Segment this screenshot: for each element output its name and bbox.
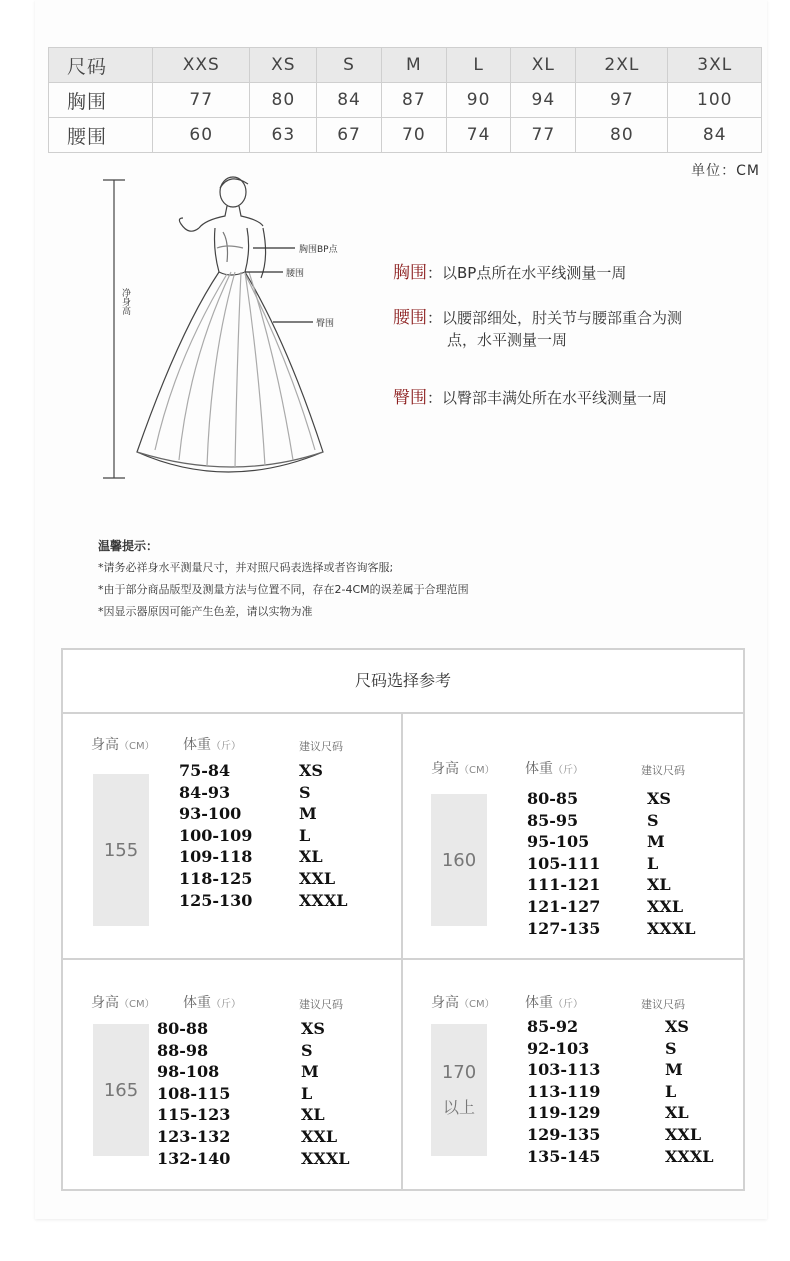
height-box xyxy=(93,774,149,926)
column-header-unit: （斤） xyxy=(211,741,241,752)
reference-group-160 xyxy=(403,712,745,958)
definition-text: ：以BP点所在水平线测量一周 xyxy=(427,264,627,282)
tips-title: 温馨提示： xyxy=(98,539,159,553)
reference-rows xyxy=(179,760,348,911)
size-value: XXL xyxy=(665,1124,702,1144)
table-cell: 67 xyxy=(317,118,382,153)
column-header-size: 建议尺码 xyxy=(641,998,685,1011)
weight-range: 88-98 xyxy=(157,1040,209,1060)
size-value: S xyxy=(301,1040,313,1060)
definition-text-continued: 点，水平测量一周 xyxy=(447,331,568,349)
size-reference-panel xyxy=(61,648,745,1191)
column-header-text: 体重 xyxy=(183,995,211,1011)
weight-range: 80-88 xyxy=(157,1019,209,1038)
table-cell: 60 xyxy=(153,118,250,153)
table-cell: 77 xyxy=(511,118,576,153)
height-value: 170 xyxy=(441,1062,477,1083)
definition-text: ：以臀部丰满处所在水平线测量一周 xyxy=(427,389,668,407)
list-item xyxy=(527,1081,714,1103)
weight-range: 118-125 xyxy=(179,868,253,888)
list-item xyxy=(527,810,696,832)
table-cell: 2XL xyxy=(576,48,668,83)
list-item xyxy=(157,1018,350,1040)
table-cell: 84 xyxy=(668,118,762,153)
tips-line: *因显示器原因可能产生色差，请以实物为准 xyxy=(98,605,313,618)
list-item xyxy=(527,874,696,896)
weight-range: 115-123 xyxy=(157,1105,231,1125)
size-value: M xyxy=(299,804,317,824)
height-label: 净身高 xyxy=(120,288,130,315)
column-header-height xyxy=(431,992,495,1012)
size-value: XS xyxy=(665,1017,689,1036)
column-header-text: 身高 xyxy=(91,737,119,753)
list-item xyxy=(157,1126,350,1148)
column-header-text: 身高 xyxy=(431,995,459,1011)
table-cell: 80 xyxy=(250,83,317,118)
weight-range: 113-119 xyxy=(527,1081,601,1101)
list-item xyxy=(527,831,696,853)
list-item xyxy=(179,760,348,782)
weight-range: 129-135 xyxy=(527,1124,601,1144)
reference-group-155 xyxy=(63,712,401,958)
list-item xyxy=(527,1059,714,1081)
size-table xyxy=(48,47,762,153)
table-cell: 63 xyxy=(250,118,317,153)
weight-range: 119-129 xyxy=(527,1103,601,1123)
tips-line: *请务必祥身水平测量尺寸，并对照尺码表选择或者咨询客服; xyxy=(98,561,394,574)
weight-range: 75-84 xyxy=(179,761,231,780)
size-value: XS xyxy=(647,789,671,808)
table-cell: L xyxy=(446,48,511,83)
list-item xyxy=(157,1104,350,1126)
table-cell: 97 xyxy=(576,83,668,118)
weight-range: 123-132 xyxy=(157,1126,231,1146)
size-value: XL xyxy=(301,1105,325,1125)
list-item xyxy=(179,890,348,912)
weight-range: 93-100 xyxy=(179,804,242,824)
list-item xyxy=(527,788,696,810)
height-value-suffix: 以上 xyxy=(442,1098,475,1117)
weight-range: 85-92 xyxy=(527,1017,579,1036)
weight-range: 125-130 xyxy=(179,890,253,910)
column-header-height xyxy=(91,992,155,1012)
weight-range: 105-111 xyxy=(527,853,601,873)
size-value: L xyxy=(665,1081,677,1101)
column-header-weight xyxy=(525,758,583,778)
weight-range: 109-118 xyxy=(179,847,253,867)
reference-rows xyxy=(157,1018,350,1169)
column-header-height xyxy=(91,734,155,754)
table-cell: 87 xyxy=(381,83,446,118)
size-value: M xyxy=(647,832,665,852)
list-item xyxy=(527,853,696,875)
weight-range: 121-127 xyxy=(527,896,601,916)
table-cell: 80 xyxy=(576,118,668,153)
waist-label: 腰围 xyxy=(286,269,305,279)
size-value: XL xyxy=(647,875,671,895)
table-cell: 100 xyxy=(668,83,762,118)
column-header-height xyxy=(431,758,495,778)
list-item xyxy=(157,1061,350,1083)
size-value: L xyxy=(299,825,311,845)
column-header-text: 体重 xyxy=(183,737,211,753)
weight-range: 132-140 xyxy=(157,1148,231,1168)
reference-title: 尺码选择参考 xyxy=(63,650,743,714)
weight-range: 98-108 xyxy=(157,1062,220,1082)
table-cell: 74 xyxy=(446,118,511,153)
table-row xyxy=(49,118,762,153)
list-item xyxy=(527,1124,714,1146)
list-item xyxy=(179,782,348,804)
column-header-size: 建议尺码 xyxy=(641,764,685,777)
table-cell: S xyxy=(317,48,382,83)
column-header-text: 身高 xyxy=(431,761,459,777)
column-header-unit: （CM） xyxy=(119,741,155,752)
list-item xyxy=(527,918,696,940)
table-cell: 尺码 xyxy=(49,48,153,83)
table-cell: 84 xyxy=(317,83,382,118)
weight-range: 84-93 xyxy=(179,782,231,802)
column-header-weight xyxy=(525,992,583,1012)
list-item xyxy=(527,1146,714,1168)
list-item xyxy=(179,803,348,825)
size-value: S xyxy=(665,1038,677,1058)
dress-figure-drawing xyxy=(95,170,375,490)
column-header-weight xyxy=(183,734,241,754)
list-item xyxy=(179,846,348,868)
column-header-unit: （斤） xyxy=(553,999,583,1010)
weight-range: 103-113 xyxy=(527,1060,601,1080)
column-header-size: 建议尺码 xyxy=(299,998,343,1011)
hip-label: 臀围 xyxy=(316,319,335,329)
reference-group-170 xyxy=(403,960,745,1191)
size-value: XXXL xyxy=(665,1146,714,1166)
list-item xyxy=(527,1038,714,1060)
size-value: XL xyxy=(299,847,323,867)
column-header-unit: （斤） xyxy=(553,765,583,776)
column-header-unit: （CM） xyxy=(459,765,495,776)
table-cell: 94 xyxy=(511,83,576,118)
definition-term: 腰围 xyxy=(393,308,427,328)
column-header-unit: （CM） xyxy=(119,999,155,1010)
size-value: XXL xyxy=(301,1126,338,1146)
column-header-text: 体重 xyxy=(525,761,553,777)
definition-term: 臀围 xyxy=(393,388,427,408)
table-cell: 胸围 xyxy=(49,83,153,118)
size-value: M xyxy=(301,1062,319,1082)
height-box xyxy=(431,794,487,926)
table-cell: 90 xyxy=(446,83,511,118)
column-header-size: 建议尺码 xyxy=(299,740,343,753)
table-cell: 腰围 xyxy=(49,118,153,153)
definition-term: 胸围 xyxy=(393,263,427,283)
weight-range: 100-109 xyxy=(179,825,253,845)
tips-line: *由于部分商品版型及测量方法与位置不同，存在2-4CM的误差属于合理范围 xyxy=(98,583,469,596)
table-cell: 77 xyxy=(153,83,250,118)
weight-range: 127-135 xyxy=(527,918,601,938)
table-cell: XL xyxy=(511,48,576,83)
definition-hip xyxy=(393,387,667,409)
size-value: S xyxy=(647,810,659,830)
weight-range: 80-85 xyxy=(527,789,579,808)
size-value: L xyxy=(301,1083,313,1103)
reference-rows xyxy=(527,1016,714,1167)
weight-range: 92-103 xyxy=(527,1038,590,1058)
table-cell: 70 xyxy=(381,118,446,153)
column-header-unit: （CM） xyxy=(459,999,495,1010)
bp-label: 胸围BP点 xyxy=(299,245,338,255)
weight-range: 85-95 xyxy=(527,810,579,830)
size-value: L xyxy=(647,853,659,873)
list-item xyxy=(157,1148,350,1170)
size-value: XXXL xyxy=(647,918,696,938)
column-header-text: 体重 xyxy=(525,995,553,1011)
size-value: XXL xyxy=(299,868,336,888)
definition-waist xyxy=(393,307,682,351)
list-item xyxy=(527,1102,714,1124)
table-cell: 3XL xyxy=(668,48,762,83)
table-cell: M xyxy=(381,48,446,83)
reference-group-165 xyxy=(63,960,401,1191)
table-cell: XXS xyxy=(153,48,250,83)
size-value: XS xyxy=(301,1019,325,1038)
size-value: XS xyxy=(299,761,323,780)
height-box xyxy=(431,1024,487,1156)
tips-section xyxy=(98,535,469,623)
list-item xyxy=(527,896,696,918)
list-item xyxy=(179,868,348,890)
height-box xyxy=(93,1024,149,1156)
list-item xyxy=(527,1016,714,1038)
size-value: XL xyxy=(665,1103,689,1123)
column-header-text: 身高 xyxy=(91,995,119,1011)
table-cell: XS xyxy=(250,48,317,83)
list-item xyxy=(157,1083,350,1105)
weight-range: 111-121 xyxy=(527,875,601,895)
height-value: 155 xyxy=(103,839,139,861)
list-item xyxy=(179,825,348,847)
size-value: XXXL xyxy=(299,890,348,910)
height-value: 160 xyxy=(441,849,477,871)
weight-range: 108-115 xyxy=(157,1083,231,1103)
size-value: M xyxy=(665,1060,683,1080)
list-item xyxy=(157,1040,350,1062)
definition-chest xyxy=(393,262,626,284)
height-value: 165 xyxy=(103,1079,139,1101)
size-value: XXXL xyxy=(301,1148,350,1168)
column-header-unit: （斤） xyxy=(211,999,241,1010)
weight-range: 95-105 xyxy=(527,832,590,852)
column-header-weight xyxy=(183,992,241,1012)
weight-range: 135-145 xyxy=(527,1146,601,1166)
size-table-header xyxy=(49,48,762,83)
reference-rows xyxy=(527,788,696,939)
dress-illustration xyxy=(95,170,375,490)
size-value: XXL xyxy=(647,896,684,916)
table-row xyxy=(49,83,762,118)
size-value: S xyxy=(299,782,311,802)
unit-label: 单位：CM xyxy=(691,163,760,179)
definition-text: ：以腰部细处，肘关节与腰部重合为测 xyxy=(427,309,683,327)
